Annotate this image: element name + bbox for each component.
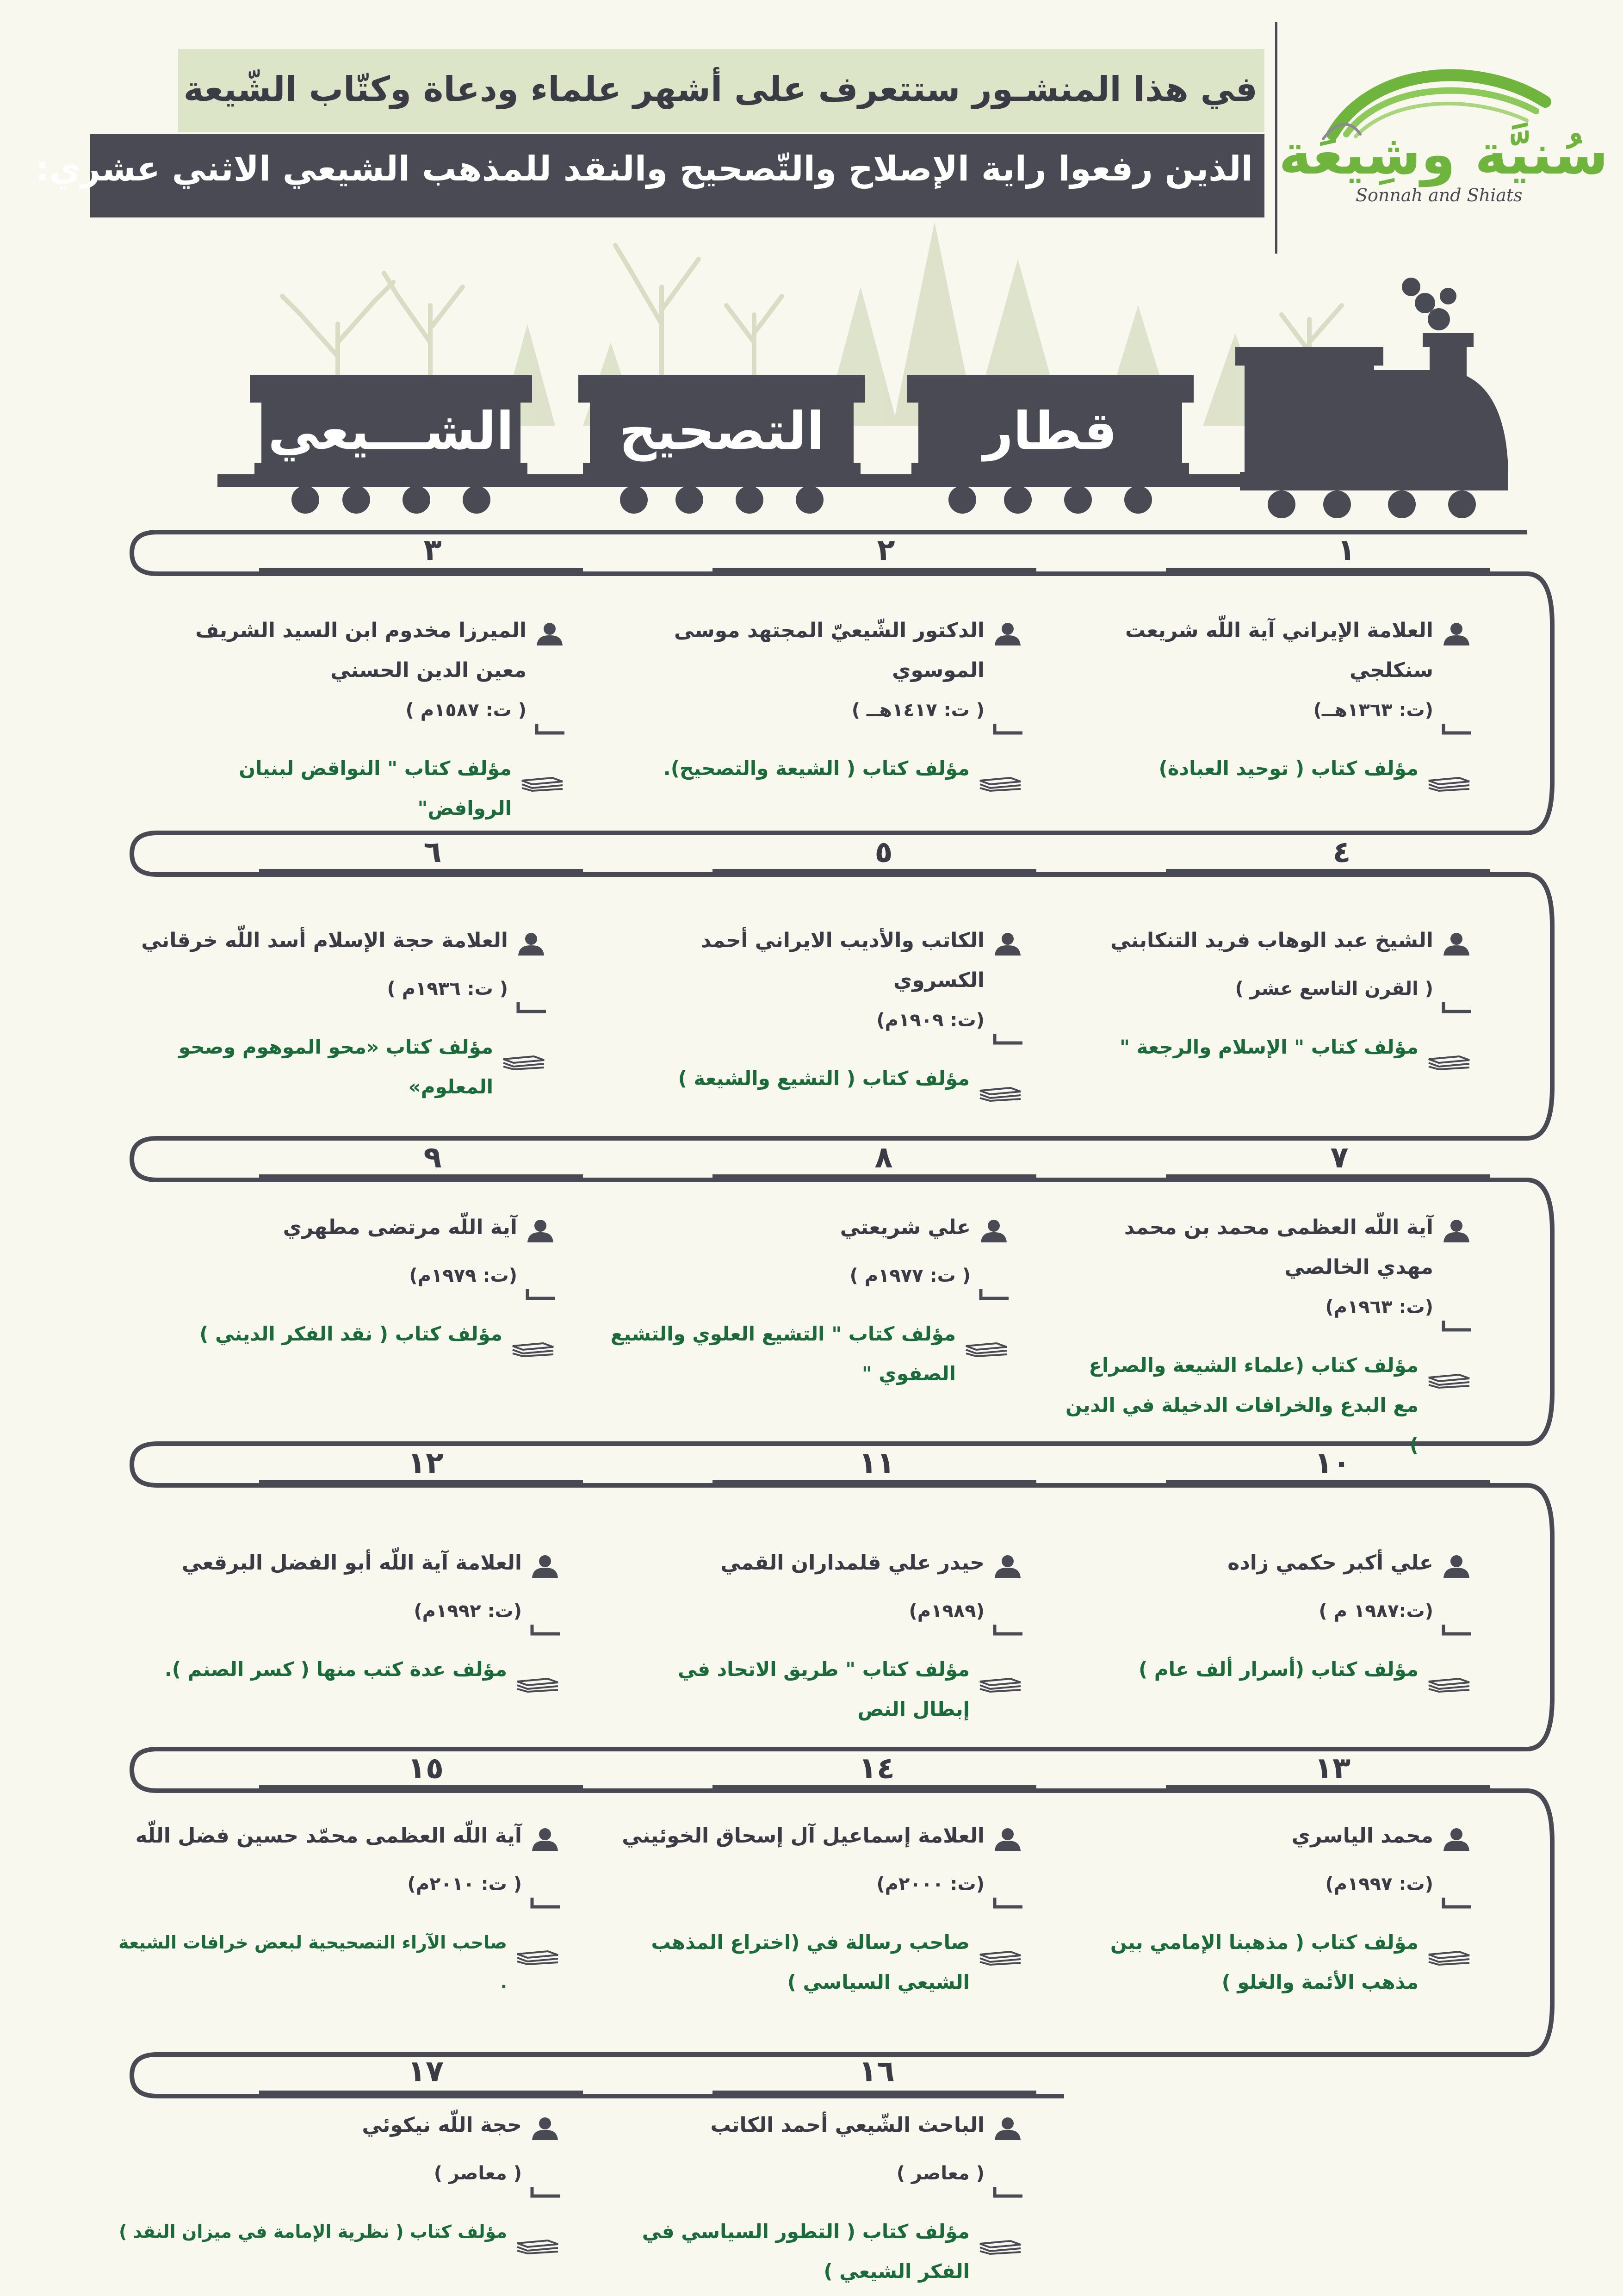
entry-card [106, 1816, 560, 2002]
entry-name: حيدر علي قلمداران القمي [720, 1551, 985, 1575]
books-icon [1427, 1939, 1471, 1979]
books-icon [520, 765, 564, 805]
entry-number: ١٥ [407, 1751, 444, 1786]
books-icon [1427, 1666, 1471, 1706]
bracket-line-icon [530, 1610, 560, 1650]
entry-card [1064, 1208, 1471, 1465]
person-icon [993, 1551, 1022, 1591]
entry-date: (ت: ١٩٧٩م) [409, 1265, 517, 1286]
books-icon [978, 1666, 1022, 1706]
header-line-2: الذين رفعوا راية الإصلاح والتّصحيح والنقد للمذهب الشيعي الاثني عشري: [35, 149, 1253, 189]
entry-book: مؤلف كتاب ( نقد الفكر الديني ) [199, 1322, 502, 1345]
entry-card [615, 1543, 1022, 1729]
entry-card [615, 611, 1022, 805]
entry-name: آية اللّه العظمى محمّد حسين فضل اللّه [135, 1824, 522, 1848]
header-line-1: في هذا المنشـور ستتعرف على أشهر علماء ودعاة وكتّاب الشّيعة [183, 69, 1258, 109]
bracket-line-icon [993, 1610, 1022, 1650]
entry-book: مؤلف كتاب (أسرار ألف عام ) [1138, 1658, 1419, 1681]
bracket-line-icon [1442, 1610, 1471, 1650]
entry-number: ٣ [423, 533, 442, 567]
bracket-line-icon [530, 1883, 560, 1923]
entry-name: العلامة حجة الإسلام أسد اللّه خرقاني [141, 929, 508, 952]
entry-number: ٧ [1330, 1141, 1349, 1175]
logo-arabic-text: سُنيَّة وشِيعَة [1278, 123, 1609, 187]
entry-date: ( ت: ١٤١٧هــ ) [851, 700, 985, 721]
bracket-line-icon [526, 1274, 555, 1314]
entry-name: حجة اللّه نيكوئي [362, 2113, 522, 2137]
entry-name: العلامة إسماعيل آل إسحاق الخوئيني [622, 1824, 985, 1848]
entry-card [153, 1543, 560, 1706]
entry-book: مؤلف كتاب " النواقض لبنيان الروافض" [239, 757, 512, 819]
entry-number: ١ [1337, 533, 1356, 567]
books-icon [502, 1044, 546, 1084]
train-car3-label: الشـــيعي [268, 401, 514, 461]
entry-card [1064, 1543, 1471, 1706]
entry-name: علي أكبر حكمي زاده [1227, 1551, 1433, 1575]
person-icon [530, 2114, 560, 2153]
person-icon [1442, 1551, 1471, 1591]
entry-name: علي شريعتي [840, 1216, 971, 1239]
entry-name: الكاتب والأديب الايراني أحمد الكسروي [700, 929, 985, 992]
entry-book: مؤلف كتاب ( توحيد العبادة) [1158, 757, 1419, 780]
entry-book: مؤلف كتاب «محو الموهوم وصحو المعلوم» [178, 1036, 493, 1098]
entry-date: (ت: ٢٠٠٠م) [876, 1874, 985, 1895]
person-icon [530, 1824, 560, 1864]
entry-date: (ت: ١٩٩٢م) [414, 1601, 522, 1622]
person-icon [1442, 619, 1471, 659]
books-icon [515, 1666, 560, 1706]
entry-book: صاحب الآراء التصحيحية لبعض خرافات الشيعة . [118, 1932, 507, 1992]
entry-card [615, 921, 1022, 1115]
books-icon [515, 1939, 560, 1979]
entry-name: الباحث الشّيعي أحمد الكاتب [710, 2113, 985, 2137]
entry-date: ( ت: ١٩٧٧م ) [849, 1265, 971, 1286]
entry-date: ( ت: ٢٠١٠م) [407, 1874, 522, 1895]
books-icon [978, 765, 1022, 805]
person-icon [1442, 1824, 1471, 1864]
person-icon [993, 1824, 1022, 1864]
entry-book: مؤلف عدة كتب منها ( كسر الصنم ). [164, 1658, 507, 1681]
entry-number: ٢ [877, 533, 895, 567]
entry-book: صاحب رسالة في (اختراع المذهب الشيعي السياسي ) [651, 1931, 970, 1993]
entry-number: ١٧ [407, 2054, 444, 2089]
entry-number: ٩ [423, 1141, 442, 1175]
entry-card [1064, 921, 1471, 1084]
bracket-line-icon [516, 987, 546, 1027]
entry-date: ( ت: ١٥٨٧م ) [405, 700, 527, 721]
entry-book: مؤلف كتاب ( نظرية الإمامة في ميزان النقد ) [118, 2222, 507, 2242]
person-icon [535, 619, 564, 659]
entry-book: مؤلف كتاب ( التطور السياسي في الفكر الشيعي ) [642, 2220, 970, 2283]
entry-name: الدكتور الشّيعيّ المجتهد موسى الموسوي [674, 619, 985, 682]
entry-card [139, 921, 546, 1107]
entry-book: مؤلف كتاب ( الشيعة والتصحيح). [663, 757, 970, 780]
bracket-line-icon [1442, 709, 1471, 749]
entry-name: محمد الياسري [1291, 1824, 1433, 1848]
person-icon [979, 1216, 1009, 1256]
books-icon [1427, 1044, 1471, 1084]
entry-date: ( معاصر ) [896, 2163, 985, 2184]
entry-card [157, 611, 564, 828]
entry-number: ٥ [874, 835, 893, 869]
entry-date: (ت:١٩٨٧ م ) [1319, 1601, 1433, 1622]
entry-book: مؤلف كتاب ( مذهبنا الإمامي بين مذهب الأئمة والغلو ) [1110, 1931, 1419, 1993]
entry-date: (ت: ١٩٦٣م) [1325, 1297, 1433, 1318]
bracket-line-icon [993, 1019, 1022, 1059]
entry-card [148, 1208, 555, 1371]
entry-name: آية اللّه مرتضى مطهري [283, 1216, 517, 1239]
entry-number: ٤ [1332, 835, 1351, 869]
entry-name: آية اللّه العظمى محمد بن محمد مهدي الخالصي [1124, 1216, 1433, 1279]
entry-card [116, 2105, 560, 2268]
bracket-line-icon [1442, 1306, 1471, 1346]
person-icon [993, 2114, 1022, 2153]
bracket-line-icon [535, 709, 564, 749]
entry-number: ٨ [874, 1141, 893, 1175]
person-icon [993, 929, 1022, 969]
entry-number: ١٦ [858, 2054, 895, 2089]
entry-date: (١٩٨٩م) [909, 1601, 985, 1622]
entry-number: ١٠ [1314, 1446, 1351, 1480]
bracket-line-icon [993, 709, 1022, 749]
train-car1-label: قطار [983, 401, 1117, 461]
entry-book: مؤلف كتاب ( التشيع والشيعة ) [678, 1067, 970, 1090]
entry-book: مؤلف كتاب " التشيع العلوي والتشيع الصفوي " [610, 1322, 956, 1385]
entry-date: (ت: ١٩٩٧م) [1325, 1874, 1433, 1895]
person-icon [516, 929, 546, 969]
train-car2-label: التصحيح [619, 401, 824, 461]
person-icon [1442, 929, 1471, 969]
books-icon [1427, 1362, 1471, 1402]
entry-card [1064, 1816, 1471, 2002]
entry-name: العلامة آية اللّه أبو الفضل البرقعي [181, 1551, 522, 1575]
bracket-line-icon [1442, 1883, 1471, 1923]
entry-date: (ت: ١٩٠٩م) [876, 1010, 985, 1031]
entry-name: العلامة الإيراني آية اللّه شريعت سنكلجي [1125, 619, 1433, 682]
entry-book: مؤلف كتاب " الإسلام والرجعة " [1119, 1036, 1419, 1058]
entry-card [601, 1208, 1009, 1394]
person-icon [530, 1551, 560, 1591]
person-icon [526, 1216, 555, 1256]
person-icon [993, 619, 1022, 659]
entry-date: ( ت: ١٩٣٦م ) [387, 978, 508, 999]
bracket-line-icon [1442, 987, 1471, 1027]
entry-card [1064, 611, 1471, 805]
books-icon [978, 1939, 1022, 1979]
entry-name: الميرزا مخدوم ابن السيد الشريف معين الدين الحسني [195, 619, 527, 682]
books-icon [1427, 765, 1471, 805]
entry-name: الشيخ عبد الوهاب فريد التنكابني [1110, 929, 1433, 952]
entry-card [615, 1816, 1022, 2002]
person-icon [1442, 1216, 1471, 1256]
entry-number: ١٢ [407, 1446, 444, 1480]
entry-number: ٦ [423, 835, 442, 869]
entry-number: ١٤ [858, 1751, 895, 1786]
logo-caption: Sonnah and Shiats [1356, 185, 1523, 205]
books-icon [978, 2228, 1022, 2268]
bracket-line-icon [993, 2172, 1022, 2212]
entry-book: مؤلف كتاب " طريق الاتحاد في إبطال النص [677, 1658, 970, 1720]
entry-number: ١٣ [1314, 1751, 1351, 1786]
books-icon [511, 1331, 555, 1371]
bracket-line-icon [979, 1274, 1009, 1314]
books-icon [515, 2228, 560, 2268]
entry-book: مؤلف كتاب (علماء الشيعة والصراع مع البدع والخرافات الدخيلة في الدين ) [1065, 1354, 1419, 1456]
books-icon [978, 1075, 1022, 1115]
entry-card [615, 2105, 1022, 2291]
entry-date: ( القرن التاسع عشر ) [1235, 978, 1433, 999]
entry-number: ١١ [858, 1446, 895, 1480]
bracket-line-icon [993, 1883, 1022, 1923]
bracket-line-icon [530, 2172, 560, 2212]
books-icon [964, 1331, 1009, 1371]
entry-date: ( معاصر ) [434, 2163, 522, 2184]
entry-date: (ت: ١٣٦٣هــ) [1313, 700, 1433, 721]
